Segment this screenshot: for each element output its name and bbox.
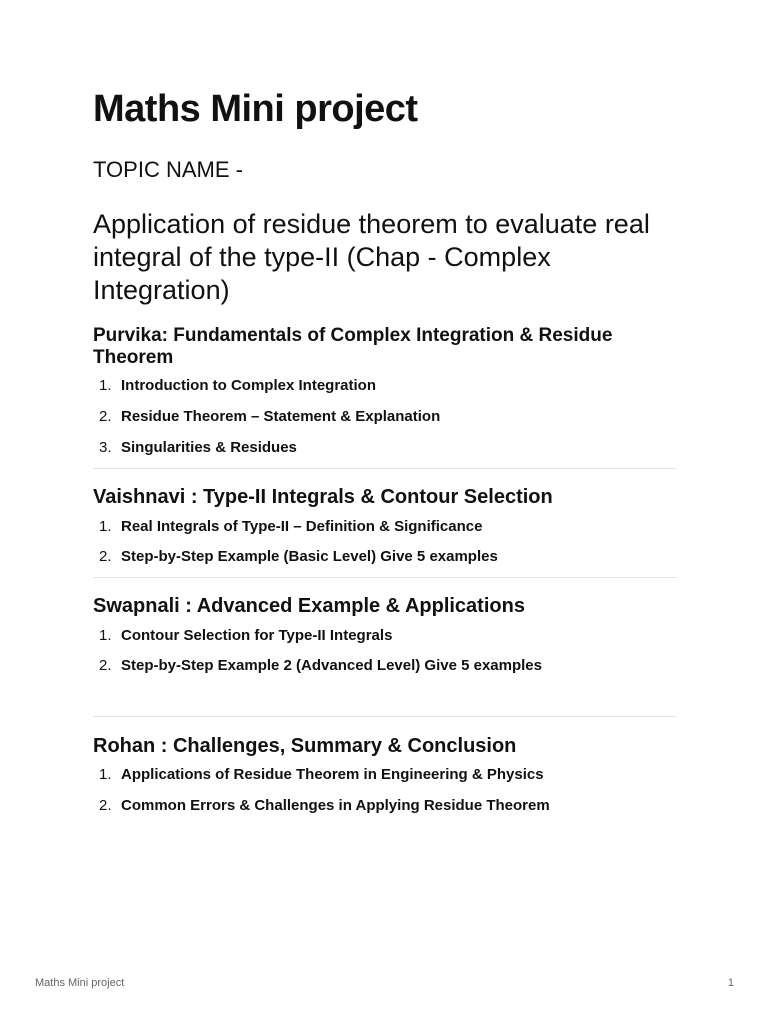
document-page (93, 86, 677, 815)
list-number: 2. (99, 408, 112, 425)
list-number: 3. (99, 439, 112, 456)
list-number: 2. (99, 797, 112, 814)
list-item (93, 439, 677, 457)
item-list (93, 627, 677, 675)
list-number: 1. (99, 766, 112, 783)
document-title: Maths Mini project (93, 88, 418, 130)
list-item-text: Singularities & Residues (121, 439, 297, 456)
section-swapnali (93, 595, 677, 675)
list-item-text: Step-by-Step Example (Basic Level) Give 5 examples (121, 548, 498, 565)
list-number: 2. (99, 657, 112, 674)
list-number: 2. (99, 548, 112, 565)
section-vaishnavi (93, 486, 677, 566)
topic-label: TOPIC NAME - (93, 157, 243, 182)
list-item-text: Applications of Residue Theorem in Engineering & Physics (121, 766, 544, 783)
section-purvika (93, 325, 677, 457)
list-item (93, 657, 677, 675)
item-list (93, 377, 677, 457)
list-item-text: Introduction to Complex Integration (121, 377, 376, 394)
list-item (93, 627, 677, 645)
list-item-text: Step-by-Step Example 2 (Advanced Level) Give 5 examples (121, 657, 542, 674)
list-item-text: Residue Theorem – Statement & Explanation (121, 408, 441, 425)
footer-title: Maths Mini project (35, 977, 125, 989)
list-item (93, 766, 677, 784)
section-divider (93, 716, 677, 717)
item-list (93, 766, 677, 815)
section-rohan (93, 735, 677, 815)
page-number: 1 (727, 977, 734, 989)
list-item-text: Real Integrals of Type-II – Definition & Significance (121, 518, 483, 535)
list-number: 1. (99, 377, 112, 394)
list-item (93, 377, 677, 395)
list-item (93, 548, 677, 566)
section-heading: Vaishnavi : Type-II Integrals & Contour Selection (93, 486, 553, 508)
list-item (93, 408, 677, 426)
list-item-text: Contour Selection for Type-II Integrals (121, 627, 393, 644)
list-item-text: Common Errors & Challenges in Applying Residue Theorem (121, 797, 550, 814)
section-divider (93, 577, 677, 578)
list-item (93, 797, 677, 815)
list-number: 1. (99, 627, 112, 644)
section-heading: Rohan : Challenges, Summary & Conclusion (93, 735, 517, 757)
topic-heading: Application of residue theorem to evaluate real integral of the type-II (Chap - Complex Integration) (93, 209, 650, 305)
section-heading: Purvika: Fundamentals of Complex Integration & Residue Theorem (93, 325, 613, 368)
section-heading: Swapnali : Advanced Example & Applications (93, 595, 525, 617)
list-number: 1. (99, 518, 112, 535)
list-item (93, 518, 677, 536)
item-list (93, 518, 677, 566)
section-divider (93, 468, 677, 469)
